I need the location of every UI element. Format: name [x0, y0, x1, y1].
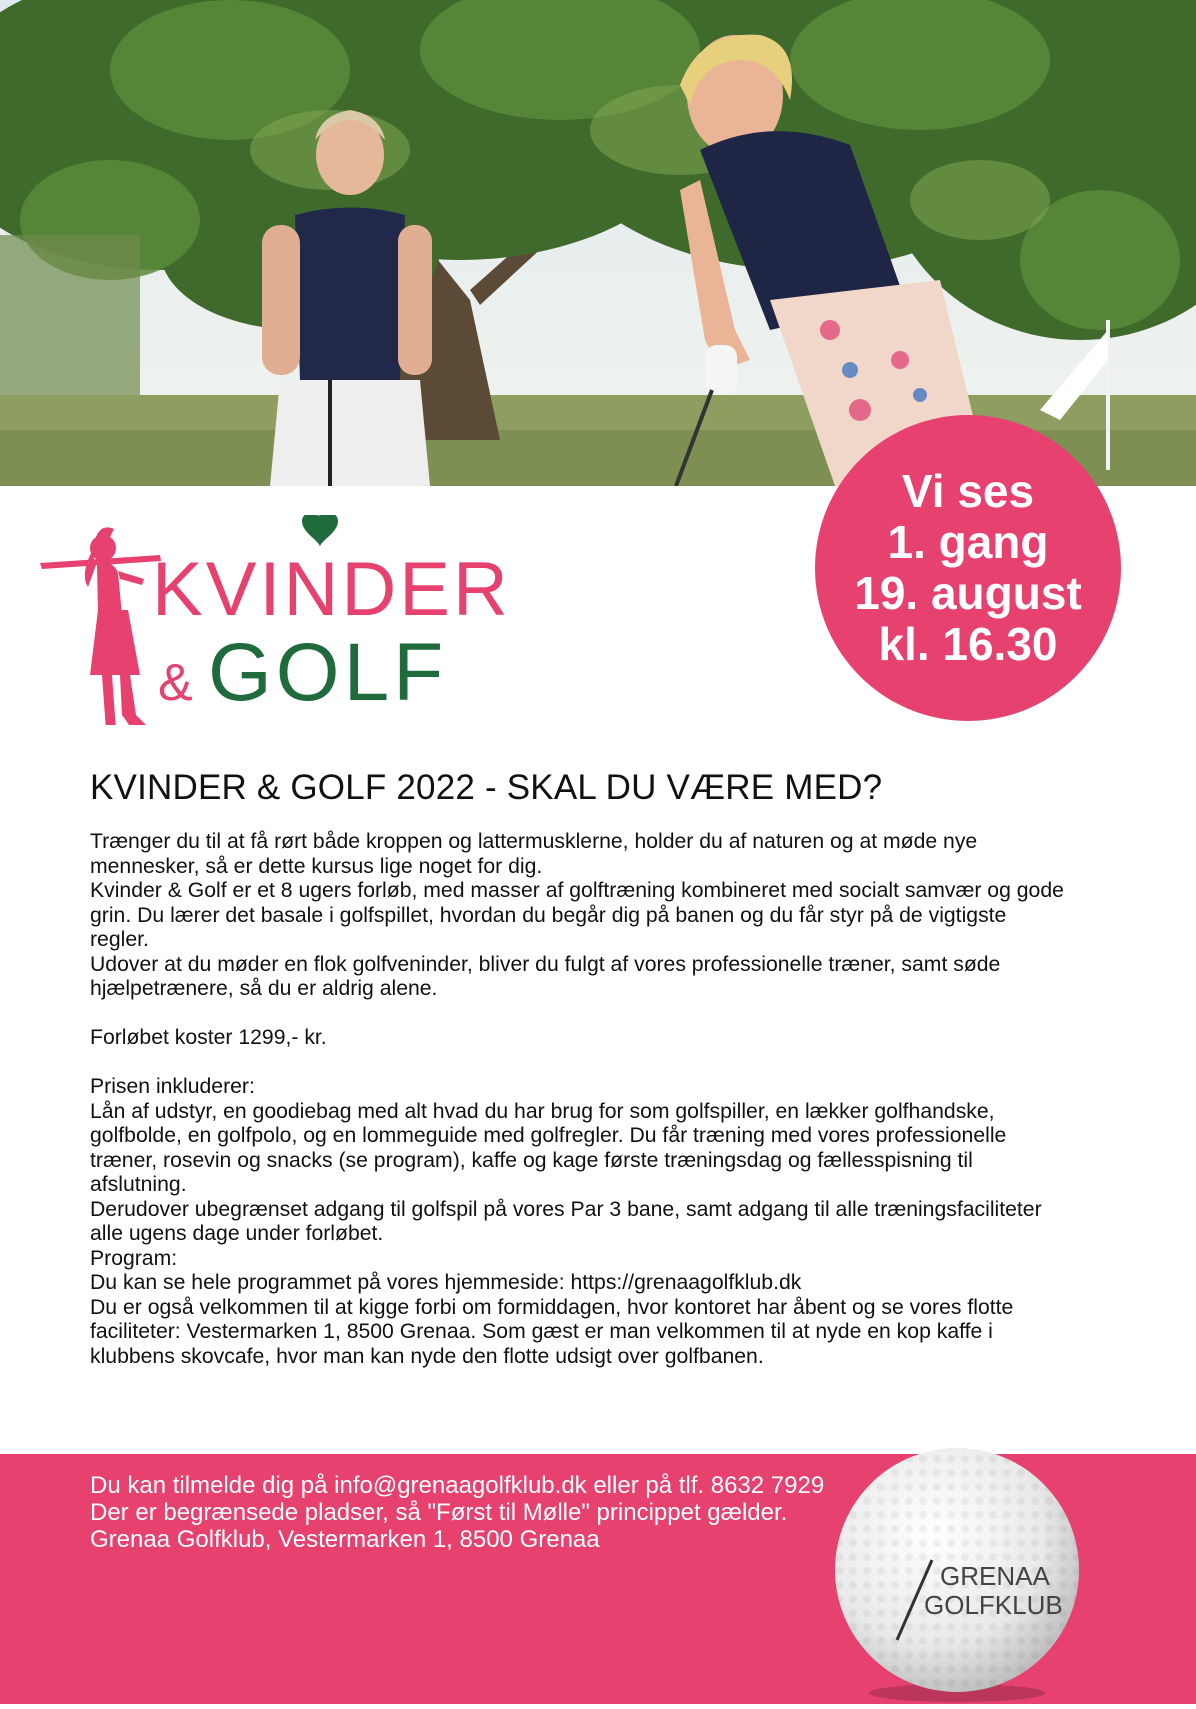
- address-text: Grenaa Golfklub, Vestermarken 1, 8500 Grenaa: [90, 1526, 600, 1553]
- golf-course-photo: [0, 0, 1196, 486]
- ball-text-golfklub: GOLFKLUB: [924, 1590, 1063, 1620]
- signup-text: Du kan tilmelde dig på info@grenaagolfklub.dk eller på tlf. 8632 7929: [90, 1472, 825, 1499]
- body-text: [90, 830, 1070, 1369]
- logo-ampersand: &: [158, 654, 193, 712]
- intro-paragraph: Trænger du til at få rørt både kroppen og lattermusklerne, holder du af naturen og at møde nye mennesker, så er dette kursus lige noget for dig.: [90, 830, 978, 878]
- logo-word-golf: GOLF: [208, 627, 448, 718]
- date-badge: [815, 415, 1121, 721]
- includes-text: Lån af udstyr, en goodiebag med alt hvad du har brug for som golfspiller, en lækker golfhandske, golfbolde, en golfpolo, og en lommeguide med golfregler. Du får træning med vores professionelle træner, rosevin og snacks (se program), kaffe og kage første træningsdag og fællesspisning til afslutning.: [90, 1099, 1007, 1196]
- program-label: Program:: [90, 1246, 178, 1270]
- program-text: Du kan se hele programmet på vores hjemmeside: https://grenaagolfklub.dk: [90, 1271, 802, 1294]
- limited-spots-text: Der er begrænsede pladser, så "Først til Mølle" princippet gælder.: [90, 1499, 788, 1526]
- course-paragraph: Kvinder & Golf er et 8 ugers forløb, med masser af golftræning kombineret med socialt samvær og gode grin. Du lærer det basale i golfspillet, hvordan du begår dig på banen og du får styr på de vigtigste regler.: [90, 879, 1064, 951]
- hero-photo: [0, 0, 1196, 486]
- visit-text: Du er også velkommen til at kigge forbi om formiddagen, hvor kontoret har åbent og se vores flotte faciliteter: Vestermarken 1, 8500 Grenaa. Som gæst er man velkommen til at nyde en kop kaffe i klubbens skovcafe, hvor man kan nyde den flotte udsigt over golfbanen.: [90, 1295, 1014, 1368]
- includes-label: Prisen inkluderer:: [90, 1075, 255, 1098]
- page-title: KVINDER & GOLF 2022 - SKAL DU VÆRE MED?: [90, 768, 883, 807]
- badge-line-4: kl. 16.30: [878, 618, 1058, 670]
- golfer-silhouette-icon: [40, 527, 161, 725]
- trainer-paragraph: Udover at du møder en flok golfveninder, bliver du fulgt af vores professionelle træner, samt søde hjælpetrænere, så du er aldrig alene.: [90, 952, 1001, 1000]
- badge-line-3: 19. august: [854, 567, 1082, 619]
- badge-line-2: 1. gang: [887, 516, 1049, 568]
- footer-text: [90, 1472, 830, 1553]
- price-text: Forløbet koster 1299,- kr.: [90, 1026, 327, 1049]
- logo-word-kvinder: KVINDER: [152, 547, 511, 632]
- badge-line-1: Vi ses: [901, 465, 1035, 517]
- golf-ball-logo: [832, 1410, 1082, 1704]
- kvinder-golf-logo: [40, 515, 660, 725]
- extra-access-text: Derudover ubegrænset adgang til golfspil på vores Par 3 bane, samt adgang til alle træningsfaciliteter alle ugens dage under forløbet.: [90, 1197, 1042, 1245]
- ball-text-grenaa: GRENAA: [940, 1561, 1050, 1591]
